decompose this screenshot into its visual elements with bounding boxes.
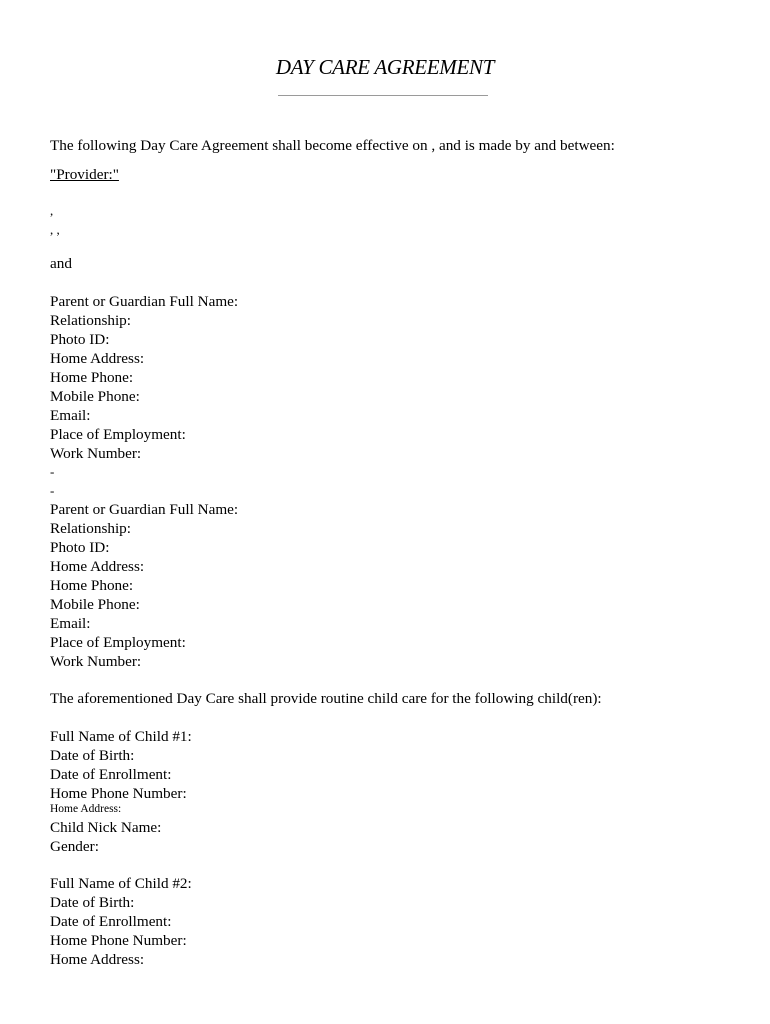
care-statement: The aforementioned Day Care shall provide routine child care for the following child(ren): [50,690,602,707]
and-text: and [50,255,72,272]
guardian1-photo-id-label: Photo ID: [50,331,110,348]
guardian2-full-name-label: Parent or Guardian Full Name: [50,501,239,518]
child1-home-address-label: Home Address: [50,803,122,815]
guardian1-relationship-label: Relationship: [50,312,131,329]
provider-line-2: , , [50,222,60,237]
child1-gender-label: Gender: [50,838,99,855]
intro-text: The following Day Care Agreement shall become effective on , and is made by and between: [50,137,615,154]
child1-dob-label: Date of Birth: [50,747,135,764]
child2-dob-label: Date of Birth: [50,894,135,911]
provider-line-1: , [50,203,54,218]
guardian2-work-number-label: Work Number: [50,653,142,670]
guardian2-mobile-phone-label: Mobile Phone: [50,596,140,613]
guardian2-employment-label: Place of Employment: [50,634,186,651]
document-title: DAY CARE AGREEMENT [275,55,495,79]
guardian2-relationship-label: Relationship: [50,520,131,537]
guardian2-photo-id-label: Photo ID: [50,539,110,556]
separator-dash-2: - [50,483,55,498]
child1-home-phone-label: Home Phone Number: [50,785,187,802]
provider-label: "Provider:" [50,166,119,183]
guardian2-email-label: Email: [50,615,91,632]
child1-enrollment-label: Date of Enrollment: [50,766,172,783]
guardian1-employment-label: Place of Employment: [50,426,186,443]
child2-enrollment-label: Date of Enrollment: [50,913,172,930]
child2-home-phone-label: Home Phone Number: [50,932,187,949]
guardian2-home-phone-label: Home Phone: [50,577,134,594]
guardian1-full-name-label: Parent or Guardian Full Name: [50,293,239,310]
separator-dash-1: - [50,464,55,479]
guardian1-home-phone-label: Home Phone: [50,369,134,386]
guardian1-mobile-phone-label: Mobile Phone: [50,388,140,405]
guardian1-home-address-label: Home Address: [50,350,145,367]
guardian2-home-address-label: Home Address: [50,558,145,575]
title-underline [278,95,488,96]
child1-nick-name-label: Child Nick Name: [50,819,162,836]
guardian1-work-number-label: Work Number: [50,445,142,462]
guardian1-email-label: Email: [50,407,91,424]
child2-full-name-label: Full Name of Child #2: [50,875,192,892]
child1-full-name-label: Full Name of Child #1: [50,728,192,745]
child2-home-address-label: Home Address: [50,951,145,968]
